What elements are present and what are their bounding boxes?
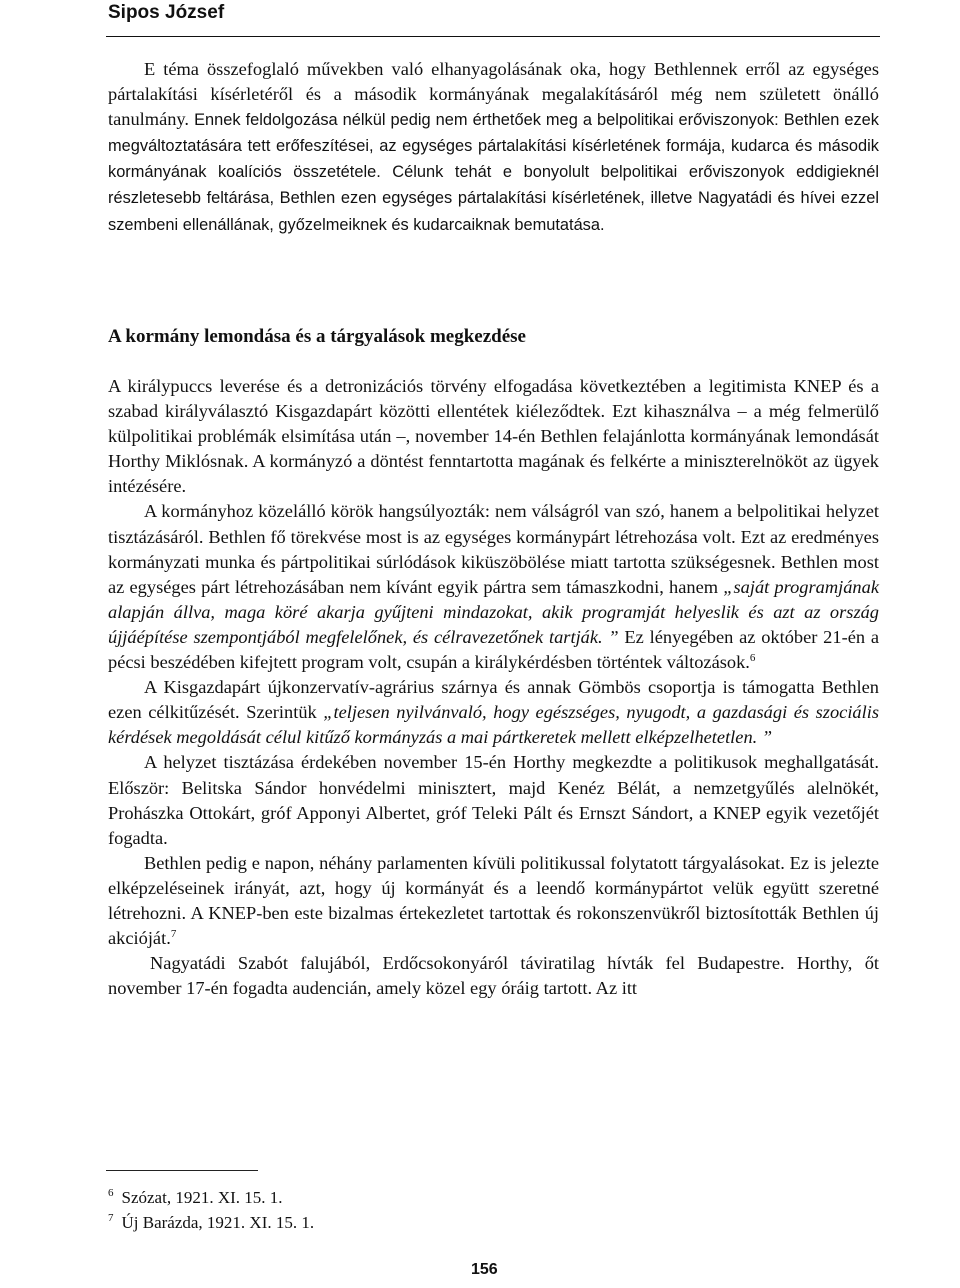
quote-1: „saját programjának alapján állva, maga köré akarja gyűjteni mindazokat, akik programját helyeslik és azt az ország újjáépítése szempontjából megfelelőnek, és célravezetőnek tartják. ”: [108, 576, 879, 647]
quote-2: „teljesen nyilvánvaló, hogy egészséges, nyugodt, a gazdasági és szociális kérdések megoldását célul kitűző kormányzás a mai pártkeretek mellett elképzelhetetlen. ”: [108, 702, 879, 748]
section-heading: A kormány lemondása és a tárgyalások megkezdése: [108, 326, 526, 347]
intro-text-sans: Ennek feldolgozása nélkül pedig nem érthetőek meg a belpolitikai erőviszonyok: Bethlen ezek megváltoztatására tett erőfeszítései, az egységes pártalakítási kísérletének formája, kudarca és második kormányának koalíciós összetétele. Célunk tehát e bonyolult belpolitikai erőviszonyok eddigieknél részletesebb feltárása, Bethlen ezen egységes pártalakítási kísérletének, illetve Nagyatádi és hívei ezzel szembeni ellenállának, győzelmeiknek és kudarcaiknak bemutatása.: [108, 111, 879, 234]
footnote-7: $^7$ Új Barázda, 1921. XI. 15. 1.: [108, 1212, 315, 1232]
paragraph-5: Bethlen pedig e napon, néhány parlamenten kívüli politikussal folytatott tárgyalásokat. Ez is jelezte elképzeléseinek irányát, azt, hogy új kormányát és a leendő kormánypártot velük együtt szeretné létrehozni. A KNEP-ben este bizalmas értekezletet tartottak és rokonszenvükről biztosították Bethlen új akcióját.$^7$: [108, 852, 879, 949]
paragraph-3: A Kisgazdapárt újkonzervatív-agrárius szárnya és annak Gömbös csoportja is támogatta Bethlen ezen célkitűzését. Szerintük „teljesen nyilvánvaló, hogy egészséges, nyugodt, a gazdasági és szociális kérdések megoldását célul kitűző kormányzás a mai pártkeretek mellett elképzelhetetlen. ”: [108, 677, 879, 748]
running-head-author: Sipos József: [108, 2, 225, 23]
page-number: 156: [471, 1261, 498, 1278]
intro-paragraph: [108, 57, 879, 238]
intro-text-serif: E téma összefoglaló művekben való elhanyagolásának oka, hogy Bethlennek erről az egységes pártalakítási kísérletéről és a második kormányának megalakításáról még nem született önálló tanulmány.: [108, 59, 879, 130]
section-body: [108, 374, 879, 1001]
header-rule: [106, 36, 880, 37]
paragraph-4: A helyzet tisztázása érdekében november 15-én Horthy megkezdte a politikusok meghallgatását. Először: Belitska Sándor honvédelmi minisztert, majd Kenéz Bélát, a nemzetgyűlés alelnökét, Prohászka Ottokárt, gróf Apponyi Albertet, gróf Teleki Pált és Ernszt Sándort, a KNEP egyik vezetőjét fogadta.: [108, 752, 879, 848]
footnote-ref-7: 7: [170, 927, 177, 940]
footnote-ref-6: 6: [749, 651, 756, 664]
paragraph-6: Nagyatádi Szabót falujából, Erdőcsokonyáról táviratilag hívták fel Budapestre. Horthy, őt november 17-én fogadta audencián, amely közel egy óráig tartott. Az itt: [108, 953, 879, 999]
paragraph-2: A kormányhoz közelálló körök hangsúlyozták: nem válságról van szó, hanem a belpolitikai helyzet tisztázásáról. Bethlen fő törekvése most is az egységes kormánypárt létrehozása volt. Ezt az eredményes kormányzati munka és pártpolitikai súrlódások kiküszöbölése miatt tartotta szükségesnek. Bethlen most az egységes párt létrehozásában nem kívánt egyik pártra sem támaszkodni, hanem „saját programjának alapján állva, maga köré akarja gyűjteni mindazokat, akik programját helyeslik és azt az ország újjáépítése szempontjából megfelelőnek, és célravezetőnek tartják. ” Ez lényegében az október 21-én a pécsi beszédében kifejtett program volt, csupán a királykérdésben történtek változások.$^6$: [108, 501, 879, 673]
footnote-rule: [106, 1170, 258, 1171]
paragraph-1: A királypuccs leverése és a detronizációs törvény elfogadása következtében a legitimista KNEP és a szabad királyválasztó Kisgazdapárt közötti ellentétek kiéleződtek. Ezt kihasználva – a még felmerülő külpolitikai problémák elsimítása után –, november 14-én Bethlen felajánlotta kormányának lemondását Horthy Miklósnak. A kormányzó a döntést fenntartotta magának és felkérte a miniszterelnököt az ügyek intézésére.: [108, 376, 879, 497]
footnote-6: $^6$ Szózat, 1921. XI. 15. 1.: [108, 1187, 283, 1207]
